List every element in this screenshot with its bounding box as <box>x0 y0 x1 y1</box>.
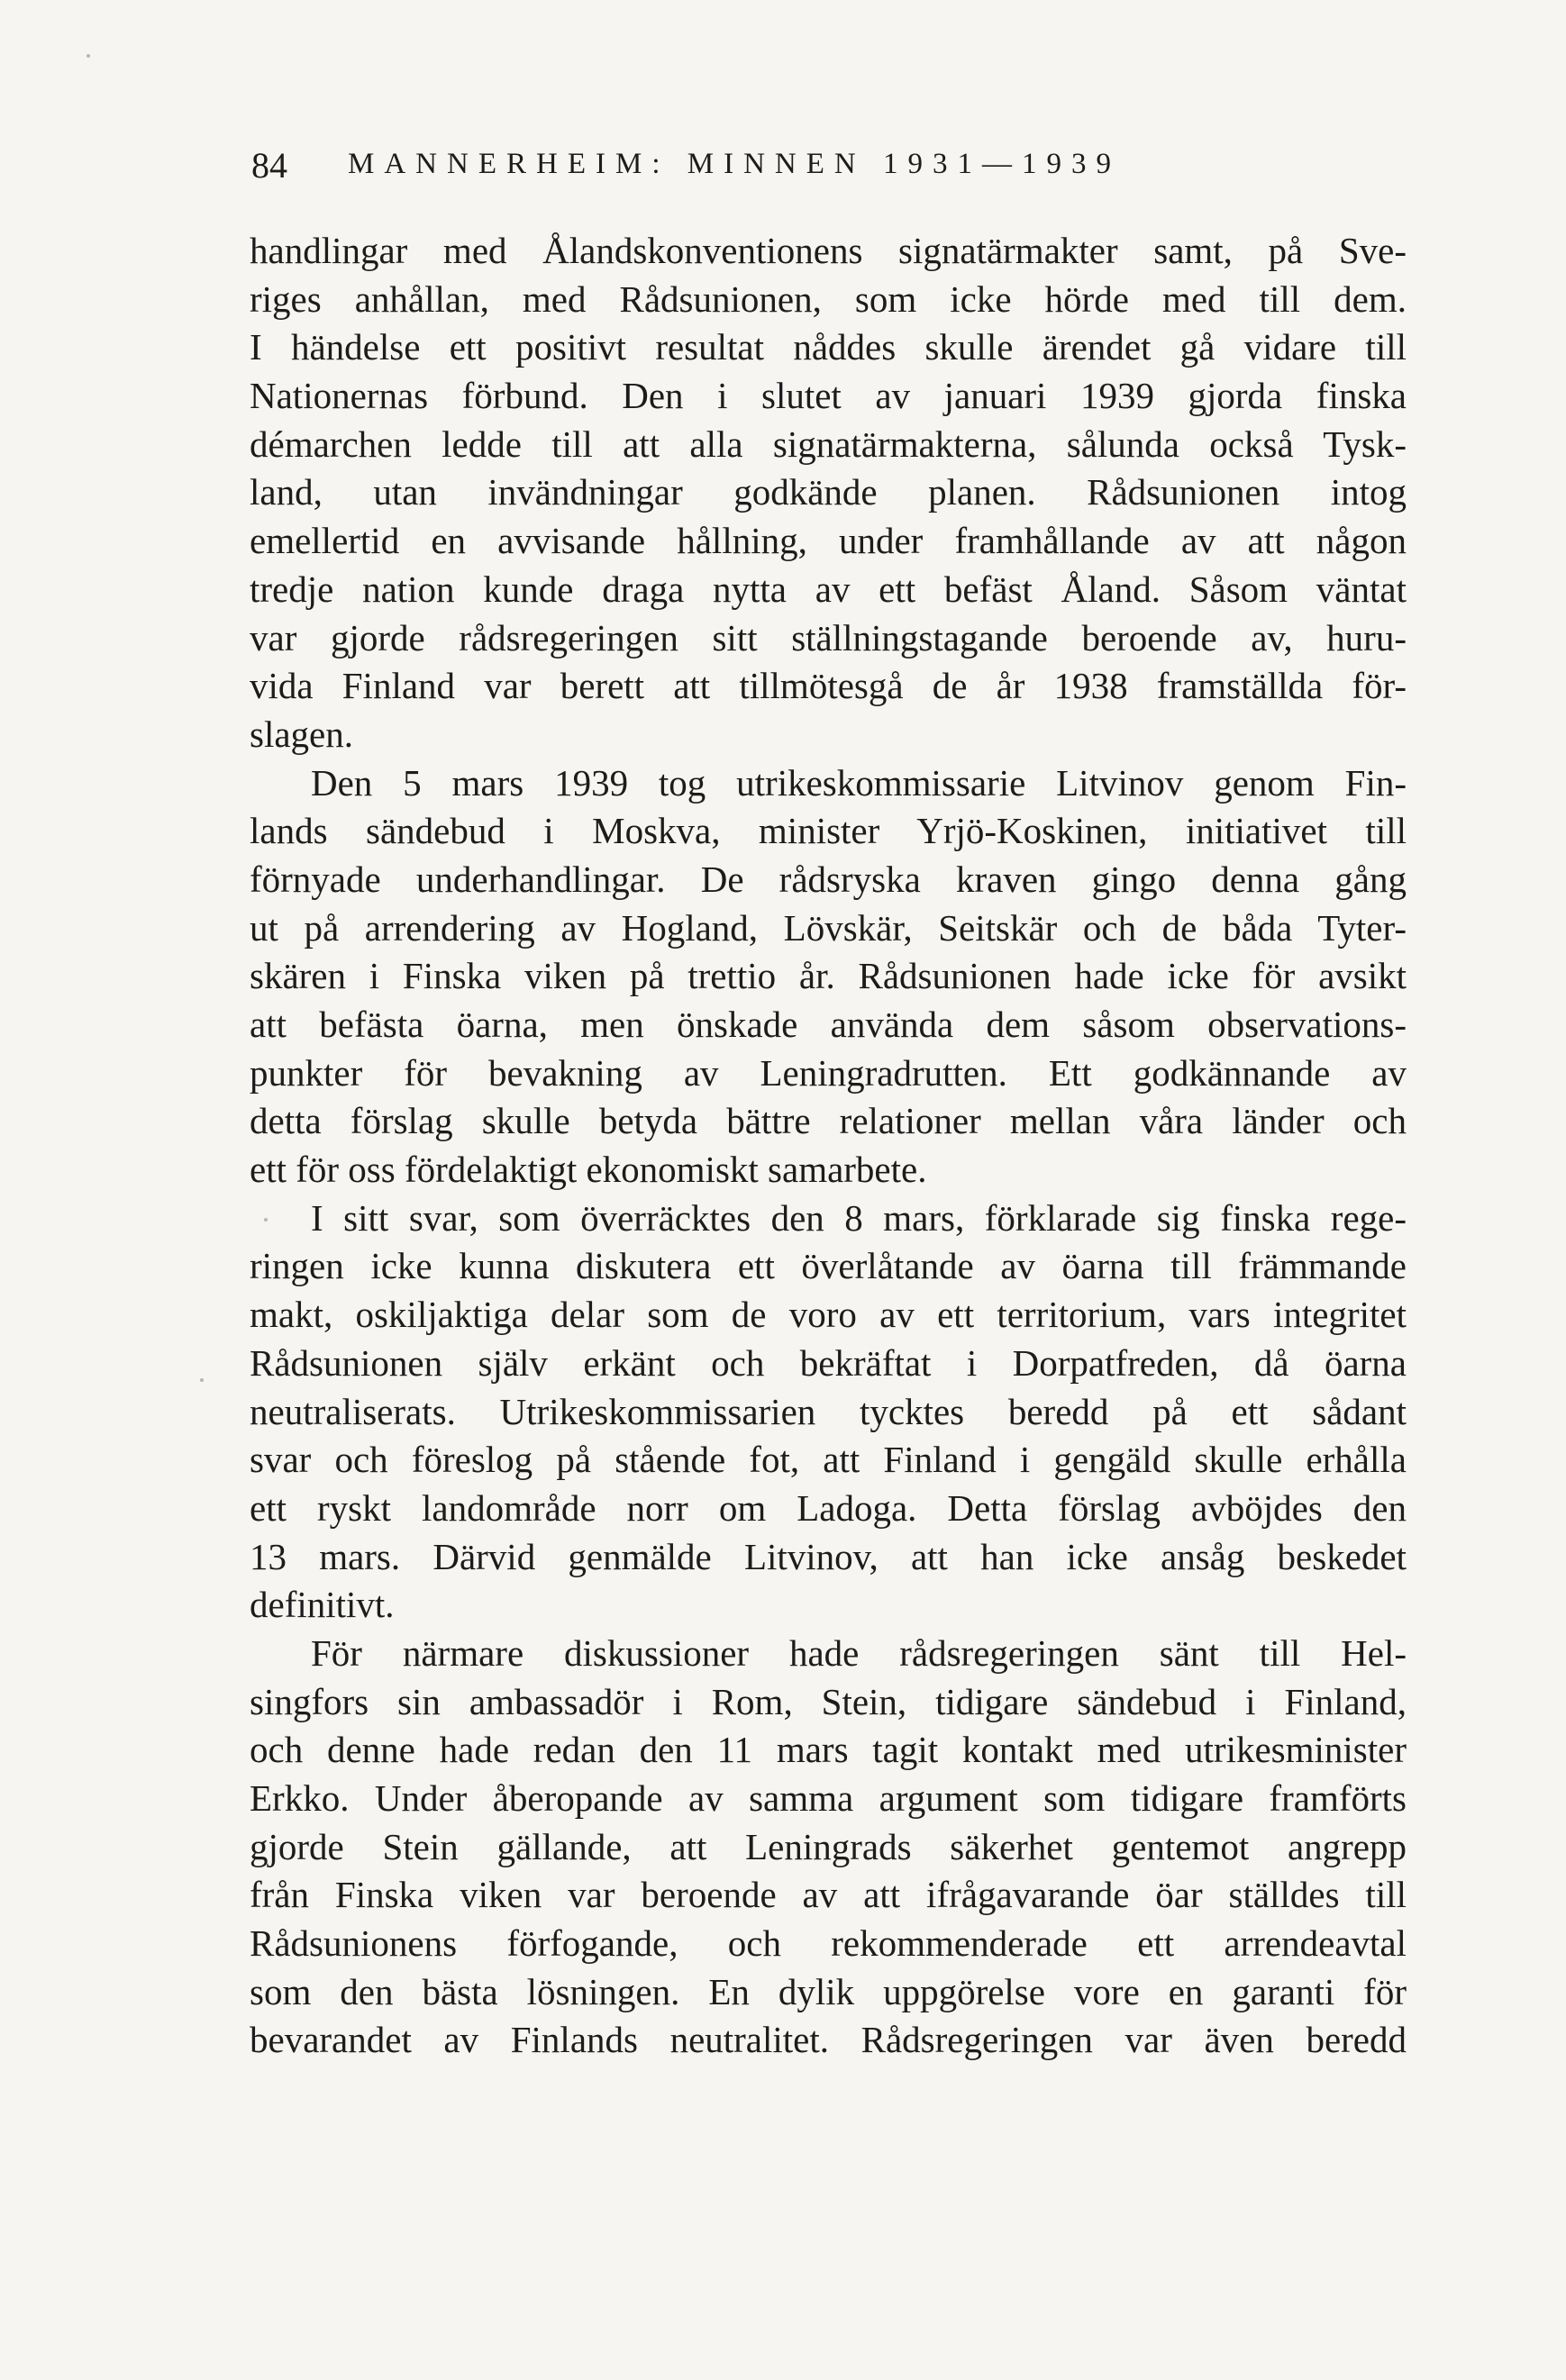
text-line: 13 mars. Därvid genmälde Litvinov, att han icke ansåg beskedet <box>250 1535 1407 1577</box>
text-line: singfors sin ambassadör i Rom, Stein, tidigare sändebud i Finland, <box>250 1680 1407 1722</box>
body-text <box>250 227 1407 2065</box>
text-line: tredje nation kunde draga nytta av ett befäst Åland. Såsom väntat <box>250 568 1407 610</box>
text-line: Den 5 mars 1939 tog utrikeskommissarie Litvinov genom Fin- <box>311 761 1407 804</box>
text-line: handlingar med Ålandskonventionens signatärmakter samt, på Sve- <box>250 230 1407 271</box>
text-line: Rådsunionens förfogande, och rekommenderade ett arrendeavtal <box>250 1922 1407 1965</box>
text-line: definitivt. <box>250 1584 395 1626</box>
text-line: från Finska viken var beroende av att ifrågavarande öar ställdes till <box>250 1874 1407 1916</box>
text-line: skären i Finska viken på trettio år. Rådsunionen hade icke för avsikt <box>250 955 1407 997</box>
paper-speck <box>264 1218 268 1222</box>
text-line: makt, oskiljaktiga delar som de voro av ett territorium, vars integritet <box>250 1294 1407 1336</box>
text-line: svar och föreslog på stående fot, att Finland i gengäld skulle erhålla <box>250 1439 1407 1481</box>
text-line: Rådsunionen själv erkänt och bekräftat i Dorpatfreden, då öarna <box>250 1341 1407 1384</box>
page-number: 84 <box>251 145 287 186</box>
text-line: ringen icke kunna diskutera ett överlåtande av öarna till främmande <box>250 1245 1407 1287</box>
text-line: punkter för bevakning av Leningradrutten. Ett godkännande av <box>250 1051 1407 1094</box>
running-title: MANNERHEIM: MINNEN 1931—1939 <box>348 148 1121 180</box>
text-line: vida Finland var berett att tillmötesgå de år 1938 framställda för- <box>250 665 1407 707</box>
paper-speck <box>200 1378 204 1382</box>
text-line: démarchen ledde till att alla signatärmakterna, sålunda också Tysk- <box>250 422 1407 465</box>
text-line: I händelse ett positivt resultat nåddes skulle ärendet gå vidare till <box>250 326 1407 368</box>
text-line: emellertid en avvisande hållning, under framhållande av att någon <box>250 520 1407 562</box>
text-line: ut på arrendering av Hogland, Lövskär, Seitskär och de båda Tyter- <box>250 906 1407 949</box>
text-line: detta förslag skulle betyda bättre relationer mellan våra länder och <box>250 1100 1407 1142</box>
text-line: För närmare diskussioner hade rådsregeringen sänt till Hel- <box>311 1631 1407 1674</box>
text-line: gjorde Stein gällande, att Leningrads säkerhet gentemot angrepp <box>250 1825 1407 1867</box>
text-line: lands sändebud i Moskva, minister Yrjö-Koskinen, initiativet till <box>250 810 1407 852</box>
text-line: var gjorde rådsregeringen sitt ställningstagande beroende av, huru- <box>250 616 1407 659</box>
text-line: riges anhållan, med Rådsunionen, som icke hörde med till dem. <box>250 277 1407 320</box>
paper-speck <box>86 54 90 58</box>
text-line: som den bästa lösningen. En dylik uppgörelse vore en garanti för <box>250 1970 1407 2012</box>
text-line: Nationernas förbund. Den i slutet av januari 1939 gjorda finska <box>250 375 1407 417</box>
text-line: förnyade underhandlingar. De rådsryska kraven gingo denna gång <box>250 858 1407 900</box>
text-line: ett för oss fördelaktigt ekonomiskt samarbete. <box>250 1149 927 1191</box>
page-header <box>251 144 1423 198</box>
text-line: Erkko. Under åberopande av samma argument som tidigare framförts <box>250 1777 1407 1819</box>
text-line: slagen. <box>250 713 353 755</box>
text-line: ett ryskt landområde norr om Ladoga. Detta förslag avböjdes den <box>250 1486 1407 1529</box>
text-line: och denne hade redan den 11 mars tagit kontakt med utrikesminister <box>250 1729 1407 1771</box>
text-line: land, utan invändningar godkände planen. Rådsunionen intog <box>250 471 1407 513</box>
text-line: bevarandet av Finlands neutralitet. Rådsregeringen var även beredd <box>250 2019 1407 2061</box>
text-line: I sitt svar, som överräcktes den 8 mars, förklarade sig finska rege- <box>311 1196 1407 1239</box>
text-line: att befästa öarna, men önskade använda dem såsom observations- <box>250 1004 1407 1045</box>
text-line: neutraliserats. Utrikeskommissarien tycktes beredd på ett sådant <box>250 1390 1407 1432</box>
